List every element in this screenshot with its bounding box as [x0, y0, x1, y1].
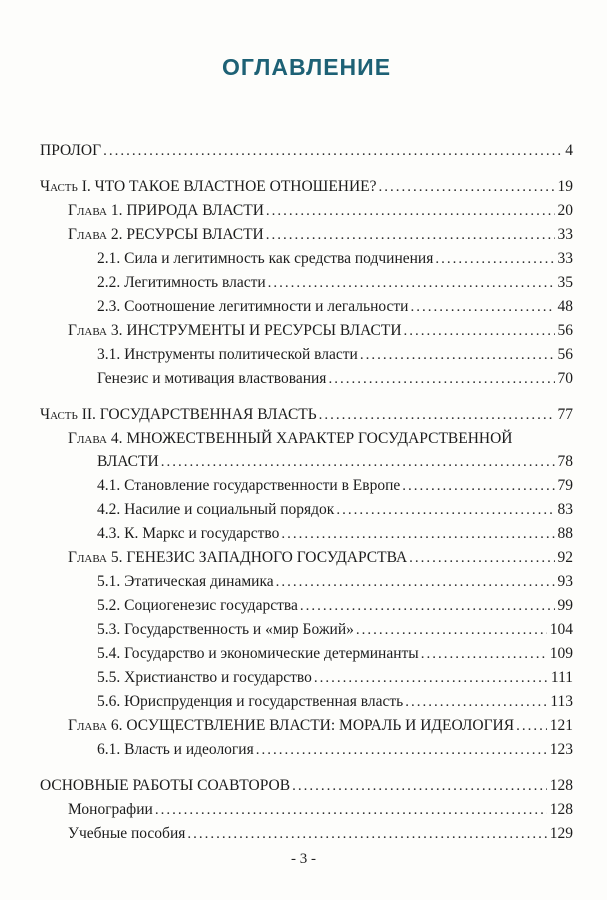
dot-leader: [268, 271, 555, 295]
toc-entry: [40, 642, 573, 666]
toc-entry-page: 19: [557, 178, 573, 195]
dot-leader: [256, 738, 547, 762]
dot-leader: [266, 199, 555, 223]
toc-entry-text: ОСНОВНЫЕ РАБОТЫ СОАВТОРОВ: [40, 777, 291, 794]
toc-entry-page: 121: [549, 717, 573, 734]
toc-entry-text: Глава 6. ОСУЩЕСТВЛЕНИЕ ВЛАСТИ: МОРАЛЬ И ИДЕОЛОГИЯ: [68, 717, 515, 734]
toc-entry-page: 83: [557, 501, 573, 518]
dot-leader: [161, 450, 555, 474]
dot-leader: [266, 223, 555, 247]
toc-entry: [40, 450, 573, 474]
toc-entry-page: 56: [557, 346, 573, 363]
toc-entry: [40, 690, 573, 714]
toc-entry-text: Монографии: [68, 801, 153, 818]
toc-entry: [40, 798, 573, 822]
page-number: - 3 -: [291, 851, 316, 867]
dot-leader: [328, 367, 554, 391]
dot-leader: [300, 594, 555, 618]
toc-entry-page: 99: [557, 597, 573, 614]
toc-entry: [40, 546, 573, 570]
dot-leader: [402, 474, 554, 498]
toc-entry: [40, 594, 573, 618]
toc-entry-page: 70: [557, 370, 573, 387]
dot-leader: [421, 642, 547, 666]
toc-entry-page: 123: [549, 741, 573, 758]
toc-entry: [40, 343, 573, 367]
toc-entry: [40, 774, 573, 798]
dot-leader: [356, 618, 547, 642]
toc-entry-page: 77: [557, 406, 573, 423]
toc-entry-page: 4: [565, 142, 573, 159]
toc-entry-text: Учебные пособия: [68, 825, 186, 842]
toc-entry-page: 104: [549, 621, 573, 638]
toc-entry-text: Глава 3. ИНСТРУМЕНТЫ И РЕСУРСЫ ВЛАСТИ: [68, 322, 402, 339]
toc-entry-text: 5.1. Этатическая динамика: [97, 573, 274, 590]
toc-entry-page: 20: [557, 202, 573, 219]
dot-leader: [409, 546, 554, 570]
toc-entry-text: 5.4. Государство и экономические детерминанты: [97, 645, 419, 662]
toc-entry: [40, 714, 573, 738]
toc-entry-page: 35: [557, 274, 573, 291]
toc-entry-page: 33: [557, 250, 573, 267]
toc-entry: [40, 139, 573, 163]
dot-leader: [405, 690, 547, 714]
dot-leader: [276, 570, 555, 594]
toc-entry-text: 4.3. К. Маркс и государство: [97, 525, 280, 542]
dot-leader: [435, 247, 554, 271]
toc-entry-text: Генезис и мотивация властвования: [97, 370, 327, 387]
toc-entry: [40, 474, 573, 498]
toc-entry-text: Часть II. ГОСУДАРСТВЕННАЯ ВЛАСТЬ: [40, 406, 317, 423]
toc-entry-page: 129: [549, 825, 573, 842]
toc-entry: [40, 427, 573, 450]
dot-leader: [314, 666, 548, 690]
toc-entry: [40, 666, 573, 690]
toc-entry-text: 2.1. Сила и легитимность как средства подчинения: [97, 250, 434, 267]
toc-entry-text: Глава 4. МНОЖЕСТВЕННЫЙ ХАРАКТЕР ГОСУДАРСТВЕННОЙ: [68, 430, 513, 447]
dot-leader: [379, 175, 555, 199]
toc-entry-page: 109: [549, 645, 573, 662]
toc-entry-text: 5.3. Государственность и «мир Божий»: [97, 621, 354, 638]
toc-entry: [40, 271, 573, 295]
toc-entry: [40, 175, 573, 199]
toc-entry-text: 4.1. Становление государственности в Европе: [97, 477, 401, 494]
toc-entry-text: 3.1. Инструменты политической власти: [97, 346, 358, 363]
dot-leader: [516, 714, 547, 738]
toc-entry: [40, 223, 573, 247]
toc-entry-text: 5.2. Социогенезис государства: [97, 597, 298, 614]
dot-leader: [281, 522, 554, 546]
toc-entry: [40, 822, 573, 846]
toc-entry-page: 128: [549, 801, 573, 818]
toc-entry-page: 56: [557, 322, 573, 339]
dot-leader: [155, 798, 547, 822]
toc-entry-text: ВЛАСТИ: [97, 453, 159, 470]
toc-entry-page: 48: [557, 298, 573, 315]
toc-entry-text: 4.2. Насилие и социальный порядок: [97, 501, 335, 518]
toc-entry-text: ПРОЛОГ: [40, 142, 102, 159]
toc-entry-page: 79: [557, 477, 573, 494]
dot-leader: [103, 139, 562, 163]
toc-entry-text: 5.5. Христианство и государство: [97, 669, 312, 686]
page-title: ОГЛАВЛЕНИЕ: [221, 54, 392, 80]
toc-list: [40, 139, 573, 846]
toc-entry-page: 88: [557, 525, 573, 542]
toc-entry: [40, 295, 573, 319]
toc-entry-page: 78: [557, 453, 573, 470]
dot-leader: [319, 403, 555, 427]
toc-entry-text: Глава 1. ПРИРОДА ВЛАСТИ: [68, 202, 264, 219]
toc-entry: [40, 319, 573, 343]
toc-entry-text: Часть I. ЧТО ТАКОЕ ВЛАСТНОЕ ОТНОШЕНИЕ?: [40, 178, 377, 195]
dot-leader: [336, 498, 554, 522]
dot-leader: [292, 774, 547, 798]
toc-entry-page: 113: [550, 693, 573, 710]
dot-leader: [187, 822, 546, 846]
toc-entry: [40, 367, 573, 391]
toc-entry: [40, 247, 573, 271]
toc-entry: [40, 199, 573, 223]
toc-entry: [40, 738, 573, 762]
dot-leader: [410, 295, 554, 319]
toc-entry: [40, 522, 573, 546]
toc-entry: [40, 570, 573, 594]
toc-entry-page: 128: [549, 777, 573, 794]
toc-entry: [40, 618, 573, 642]
toc-entry-text: Глава 2. РЕСУРСЫ ВЛАСТИ: [68, 226, 264, 243]
dot-leader: [404, 319, 555, 343]
toc-entry-text: Глава 5. ГЕНЕЗИС ЗАПАДНОГО ГОСУДАРСТВА: [68, 549, 408, 566]
toc-entry-text: 6.1. Власть и идеология: [97, 741, 254, 758]
toc-entry: [40, 403, 573, 427]
toc-entry-text: 2.3. Соотношение легитимности и легальности: [97, 298, 409, 315]
toc-entry-page: 93: [557, 573, 573, 590]
toc-entry-text: 2.2. Легитимность власти: [97, 274, 266, 291]
toc-entry-text: 5.6. Юриспруденция и государственная власть: [97, 693, 404, 710]
toc-entry-page: 33: [557, 226, 573, 243]
toc-entry: [40, 498, 573, 522]
toc-entry-page: 92: [557, 549, 573, 566]
dot-leader: [360, 343, 555, 367]
toc-entry-page: 111: [550, 669, 573, 686]
